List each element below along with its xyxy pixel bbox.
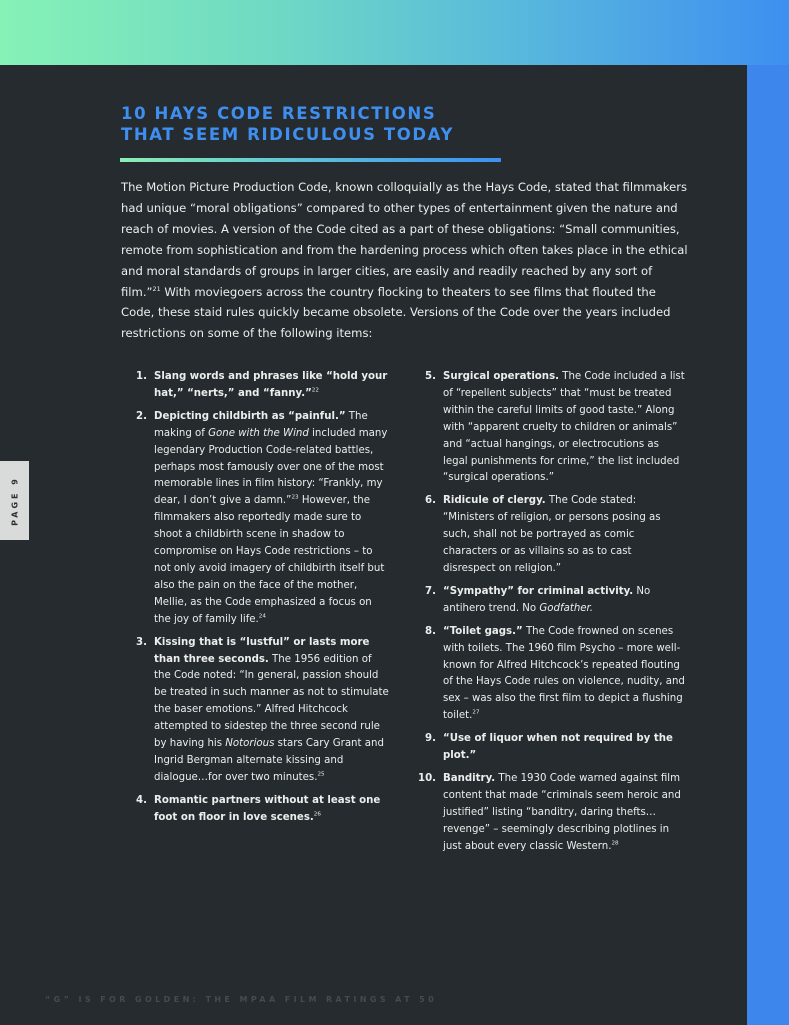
page-number-label: PAGE 9 [10,475,19,526]
intro-paragraph: The Motion Picture Production Code, known colloquially as the Hays Code, stated that filmmakers had unique “moral obligations” compared to other types of entertainment given the nature and reach of movies. A version of the Code cited as a part of these obligations: “Small communities, remote from sophistication and from the hardening process which often takes place in the ethical and moral standards of groups in larger cities, are easily and readily reached by any sort of film.”$^{21}$ With moviegoers across the country flocking to theaters to see films that flouted the Code, these staid rules quickly became obsolete. Versions of the Code over the years included restrictions on some of the following items: [121,180,688,341]
footnote-ref: 24 [258,613,266,620]
restrictions-list-right [418,369,686,861]
page-number-tab [0,461,29,540]
article-title [121,104,454,145]
list-item: 1. Slang words and phrases like “hold your hat,” “nerts,” and “fanny.”$^{22}$ [136,371,388,399]
title-line-2: THAT SEEM RIDICULOUS TODAY [121,124,455,144]
restrictions-list-left [129,369,391,833]
title-line-1: 10 HAYS CODE RESTRICTIONS [121,104,437,123]
footnote-ref: 26 [313,811,321,818]
right-accent-band [747,65,789,1025]
list-item: 8. “Toilet gags.” The Code frowned on scenes with toilets. The 1960 film Psycho – more well-known for Alfred Hitchcock’s repeated flouting of the Hays Code rules on violence, nudity, and sex – was also the first film to depict a flushing toilet.$^{27}$ [425,625,685,722]
list-item: 2. Depicting childbirth as “painful.” The making of Gone with the Wind included many legendary Production Code-related battles, perhaps most famously over one of the most memorable lines in film history: “Frankly, my dear, I don’t give a damn.”$^{23}$ However, the filmmakers also reportedly made sure to shoot a childbirth scene in shadow to compromise on Hays Code restrictions – to not only avoid imagery of childbirth itself but also the pain on the face of the mother, Mellie, as the Code emphasized a focus on the joy of family life.$^{24}$ [136,410,388,625]
list-item: 10. Banditry. The 1930 Code warned against film content that made “criminals seem heroic and justified” listing “banditry, daring thefts…revenge” – seemingly describing plotlines in just about every classic Western.$^{28}$ [418,772,681,852]
footnote-ref: 28 [611,840,619,847]
list-item: 7. “Sympathy” for criminal activity. No antihero trend. No Godfather. [425,585,651,614]
header-gradient-band [0,0,789,65]
list-item: 3. Kissing that is “lustful” or lasts more than three seconds. The 1956 edition of the Code noted: “In general, passion should be treated in such manner as not to stimulate the baser emotions.” Alfred Hitchcock attempted to sidestep the three second rule by having his Notorious stars Cary Grant and Ingrid Bergman alternate kissing and dialogue…for over two minutes.$^{25}$ [136,636,389,783]
footnote-ref: 25 [317,771,325,778]
list-item: 5. Surgical operations. The Code included a list of “repellent subjects” that “must be treated within the careful limits of good taste.” Along with “apparent cruelty to children or animals” and “actual hangings, or electrocutions as legal punishments for crime,” the list included “surgical operations.” [425,371,685,484]
footnote-ref: 21 [152,284,161,293]
running-footer: “G” IS FOR GOLDEN: THE MPAA FILM RATINGS AT 50 [45,995,438,1004]
list-item: 6. Ridicule of clergy. The Code stated: “Ministers of religion, or persons posing as such, shall not be portrayed as comic characters or as villains so as to cast disrespect on religion.” [425,495,661,574]
list-item: 4. Romantic partners without at least one foot on floor in love scenes.$^{26}$ [136,794,381,823]
list-item: 9. “Use of liquor when not required by the plot.” [425,733,673,762]
footnote-ref: 23 [291,494,299,501]
footnote-ref: 27 [472,709,480,716]
footnote-ref: 22 [311,387,319,394]
title-underline [120,158,501,162]
